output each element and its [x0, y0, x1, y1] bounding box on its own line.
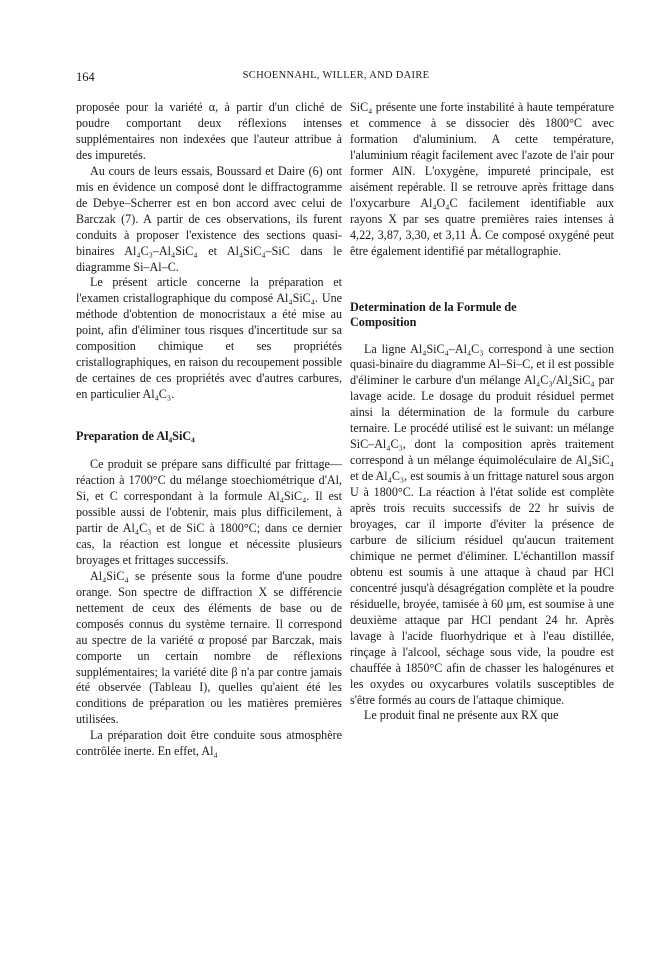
- right-paragraph-1: SiC₄ présente une forte instabilité à haute température et commence à se dissocier dès 1800°C avec formation d'aluminium. A cette température, l'aluminium réagit facilement avec l'azote de l'air pour former AlN. L'oxygène, impureté principale, est aisément repérable. Il se retrouve après frittage dans l'oxycarbure Al₄O₄C facilement identifiable aux rayons X par ses quatre premières raies intenses à 4,22, 3,87, 3,30, et 3,11 Å. Ce composé oxygéné peut être également identifié par métallographie.: [350, 100, 614, 258]
- right-column: [350, 100, 614, 724]
- running-head: SCHOENNAHL, WILLER, AND DAIRE: [242, 70, 430, 81]
- section-heading-composition: [350, 300, 614, 330]
- section-heading-preparation: Preparation de Al₄SiC₄: [76, 429, 195, 444]
- left-paragraph-4: Ce produit se prépare sans difficulté par frittage—réaction à 1700°C du mélange stoechiométrique d'Al, Si, et C correspondant à la formule Al₄SiC₄. Il est possible aussi de l'obtenir, mais plus difficilement, à partir de Al₄C₃ et de SiC à 1800°C; dans ce dernier cas, la réaction est longue et nécessite plusieurs broyages et frittages successifs.: [76, 457, 342, 567]
- right-paragraph-3: Le produit final ne présente aux RX que: [364, 708, 559, 723]
- section-heading-line-2: Composition: [350, 314, 417, 329]
- left-paragraph-1: proposée pour la variété α, à partir d'un cliché de poudre comportant deux réflexions intenses supplémentaires non indexées que l'auteur attribue à des impuretés.: [76, 100, 342, 162]
- left-paragraph-6: La préparation doit être conduite sous atmosphère contrôlée inerte. En effet, Al₄: [76, 728, 342, 759]
- page-number: 164: [76, 70, 95, 84]
- right-paragraph-2: La ligne Al₄SiC₄–Al₄C₃ correspond à une section quasi-binaire du diagramme Al–Si–C, et il est possible d'éliminer le carbure d'un mélange Al₄C₃/Al₄SiC₄ par lavage acide. Le dosage du produit résiduel permet ainsi la détermination de la formule du carbure ternaire. Le procédé utilisé est le suivant: un mélange SiC–Al₄C₃, dont la composition après traitement correspond à un mélange équimoléculaire de Al₄SiC₄ et de Al₄C₃, est soumis à un frittage naturel sous argon U à 1800°C. La réaction à l'état solide est complète après trois recuits successifs de 22 hr suivis de broyages, car il importe d'éviter la présence de carbure de silicium résiduel qu'aucun traitement chimique ne permet d'éliminer. L'échantillon massif obtenu est soumis à une attaque à chaud par HCl concentré jusqu'à désagrégation complète et la poudre résiduelle, broyée, tamisée à 60 μm, est soumise à une deuxième attaque par HCl pendant 24 hr. Après lavage à l'acide fluorhydrique et à l'eau distillée, rinçage à l'alcool, séchage sous vide, la poudre est chauffée à 1850°C afin de chasser les halogénures et les oxydes ou oxycarbures volatils susceptibles de s'être formés au cours de l'attaque chimique.: [350, 341, 615, 707]
- left-column: [76, 100, 342, 760]
- left-paragraph-5: Al₄SiC₄ se présente sous la forme d'une poudre orange. Son spectre de diffraction X se différencie nettement de ceux des éléments de base ou de composés connus du système ternaire. Il correspond au spectre de la variété α proposé par Barczak, mais comporte un certain nombre de réflexions supplémentaires; la variété dite β n'a par contre jamais été observée (Tableau I), quelles qu'aient été les conditions de préparation ou les matières premières utilisées.: [76, 568, 342, 727]
- section-heading-line-1: Determination de la Formule de: [350, 299, 517, 314]
- left-paragraph-2: Au cours de leurs essais, Boussard et Daire (6) ont mis en évidence un composé dont le diffractogramme de Debye–Scherrer est en bon accord avec celui de Barczak (7). A partir de ces observations, ils furent conduits à proposer l'existence des sections quasi-binaires Al₄C₃–Al₄SiC₄ et Al₄SiC₄–SiC dans le diagramme Si–Al–C.: [76, 163, 342, 274]
- left-paragraph-3: Le présent article concerne la préparation et l'examen cristallographique du composé Al₄SiC₄. Une méthode d'obtention de monocristaux a été mise au point, afin d'éliminer tous risques d'incertitude sur sa composition chimique et ses propriétés cristallographiques, en raison du recoupement possible de certaines de ces propriétés avec d'autres carbures, en particulier Al₄C₃.: [76, 275, 342, 402]
